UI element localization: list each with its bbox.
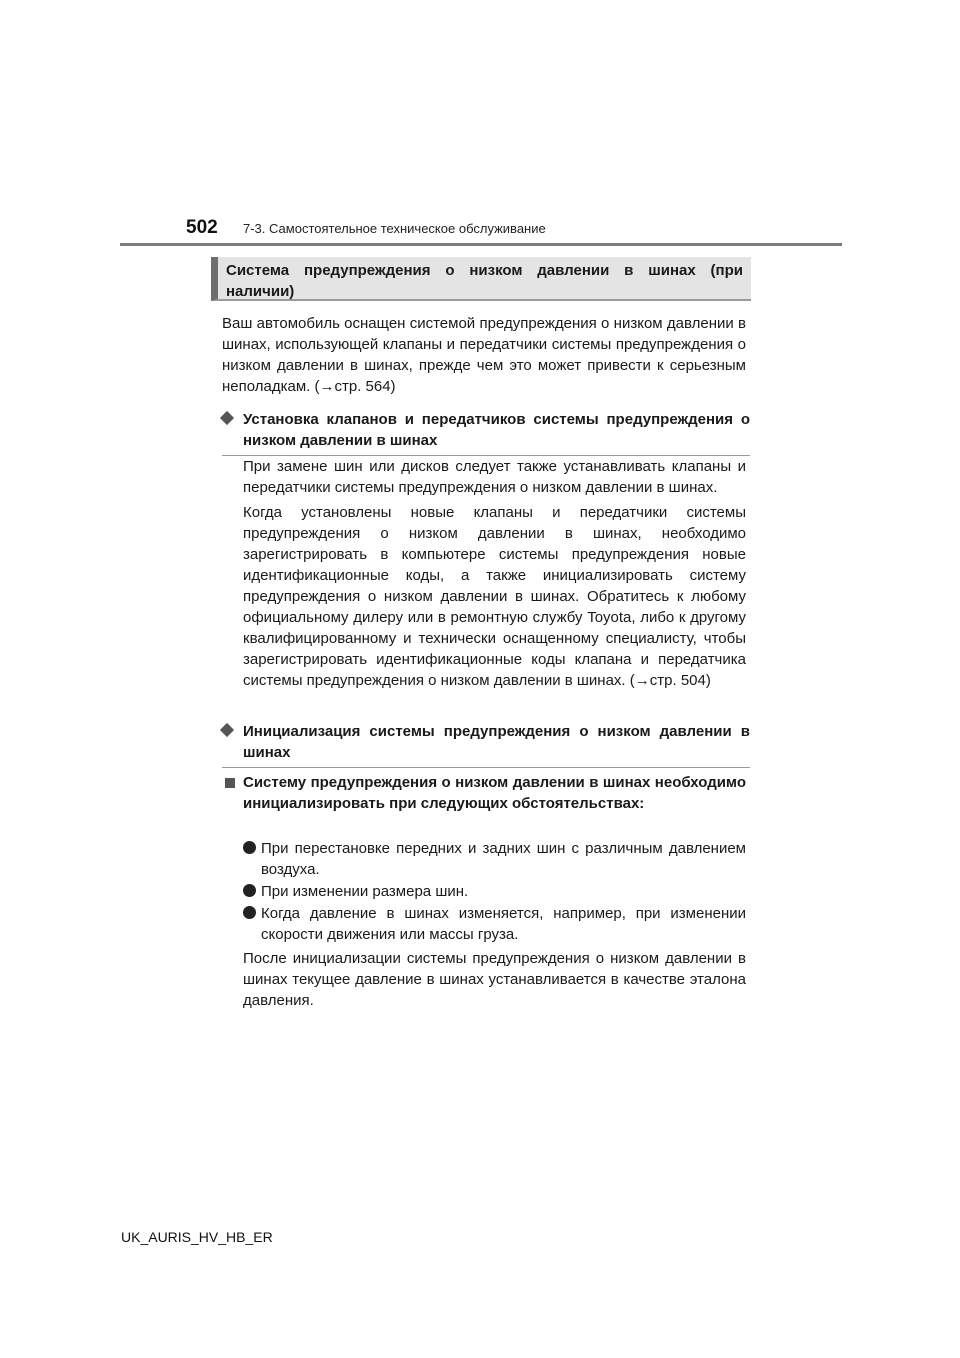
round-bullet-icon <box>243 841 256 854</box>
final-paragraph: После инициализации системы предупреждения о низком давлении в шинах текущее давление в шинах устанавливается в качестве эталона давления. <box>243 950 746 1009</box>
header-divider <box>120 243 842 246</box>
subsection-heading-text: Установка клапанов и передатчиков системы предупреждения о низком давлении в шинах <box>243 411 750 449</box>
subsection-heading-text: Инициализация системы предупреждения о низком давлении в шинах <box>243 723 750 761</box>
square-bullet-icon <box>225 778 235 788</box>
list-item-text: При перестановке передних и задних шин с различным давлением воздуха. <box>261 840 746 878</box>
round-bullet-icon <box>243 884 256 897</box>
list-item <box>243 881 746 902</box>
list-item-text: При изменении размера шин. <box>261 883 469 900</box>
conditions-heading <box>222 772 746 814</box>
chapter-title: 7-3. Самостоятельное техническое обслуживание <box>243 221 546 236</box>
list-item <box>243 838 746 880</box>
list-item-text: Когда давление в шинах изменяется, например, при изменении скорости движения или массы груза. <box>261 905 746 943</box>
subsection-heading-initialization <box>222 721 750 768</box>
valves-paragraph-1: При замене шин или дисков следует также устанавливать клапаны и передатчики системы предупреждения о низком давлении в шинах. <box>243 458 746 496</box>
subsection-heading-valves <box>222 409 750 456</box>
conditions-heading-text: Систему предупреждения о низком давлении в шинах необходимо инициализировать при следующих обстоятельствах: <box>243 774 746 812</box>
document-code: UK_AURIS_HV_HB_ER <box>121 1229 273 1245</box>
section-title-box <box>211 257 751 301</box>
list-item <box>243 903 746 945</box>
round-bullet-icon <box>243 906 256 919</box>
page-number: 502 <box>186 217 218 238</box>
intro-paragraph: Ваш автомобиль оснащен системой предупреждения о низком давлении в шинах, использующей клапаны и передатчики системы предупреждения о низком давлении в шинах, прежде чем это может привести к серьезным неполадкам. (→стр. 564) <box>222 315 746 395</box>
diamond-bullet-icon <box>220 723 234 737</box>
diamond-bullet-icon <box>220 411 234 425</box>
section-title: Система предупреждения о низком давлении в шинах (при наличии) <box>226 262 743 300</box>
valves-paragraph-2: Когда установлены новые клапаны и передатчики системы предупреждения о низком давлении в шинах, необходимо зарегистрировать в компьютере системы предупреждения новые идентификационные коды, а также инициализировать систему предупреждения о низком давлении в шинах. Обратитесь к любому официальному дилеру или в ремонтную службу Toyota, либо к другому квалифицированному и технически оснащенному специалисту, чтобы зарегистрировать идентификационные коды клапана и передатчика системы предупреждения о низком давлении в шинах. (→стр. 504) <box>243 504 746 689</box>
